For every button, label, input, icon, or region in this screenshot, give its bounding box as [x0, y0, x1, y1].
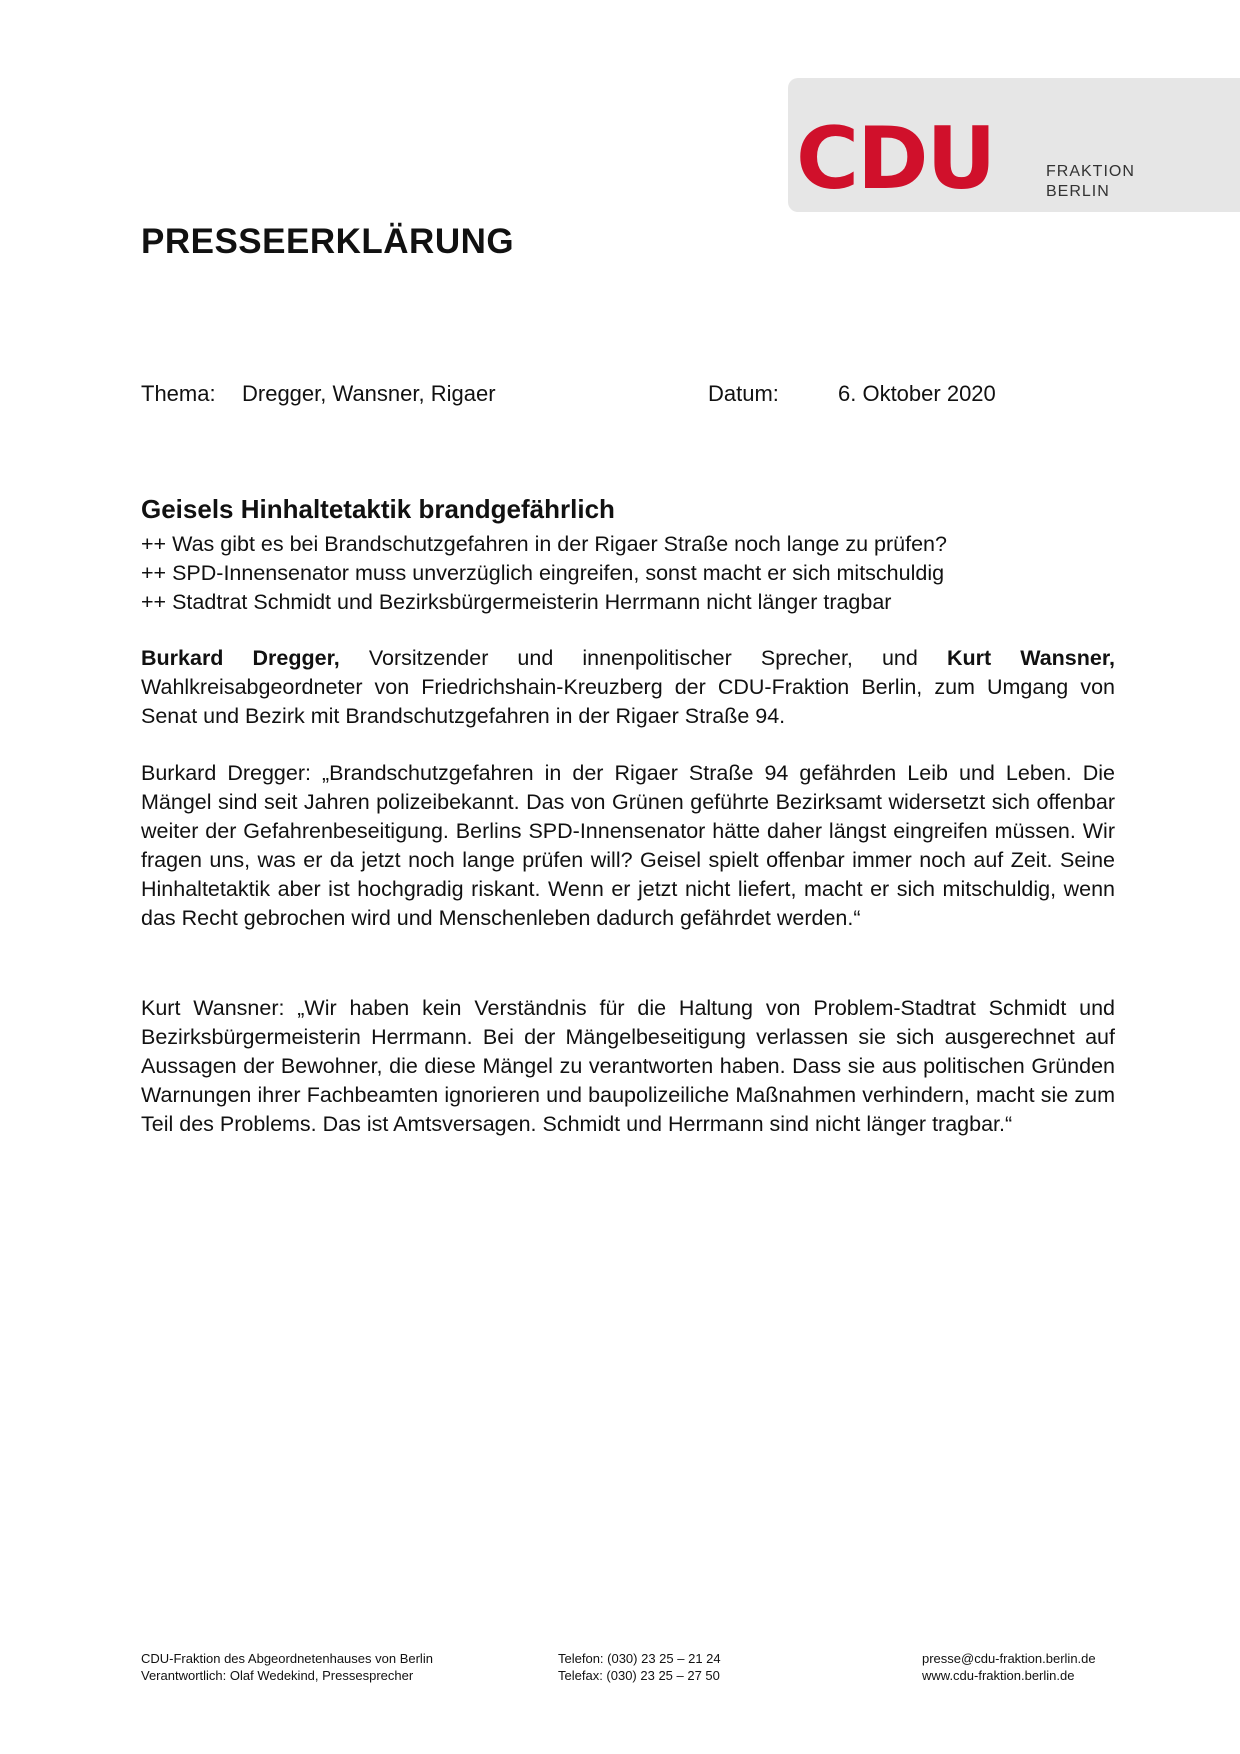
- intro-text-1: Vorsitzender und innenpolitischer Sprecher, und: [339, 646, 947, 670]
- headline: Geisels Hinhaltetaktik brandgefährlich: [141, 494, 615, 524]
- footer-phone: Telefon: (030) 23 25 – 21 24: [558, 1651, 721, 1666]
- footer-contact-block: [922, 1650, 1096, 1684]
- footer-email[interactable]: presse@cdu-fraktion.berlin.de: [922, 1651, 1096, 1666]
- logo-subtitle: [1046, 162, 1135, 202]
- footer-responsible: Verantwortlich: Olaf Wedekind, Pressesprecher: [141, 1668, 414, 1683]
- logo-line-berlin: BERLIN: [1046, 183, 1110, 200]
- bullet-list: [141, 530, 1121, 617]
- cdu-logo: [788, 78, 1240, 212]
- speaker-name-wansner: Kurt Wansner,: [946, 646, 1115, 670]
- footer-website[interactable]: www.cdu-fraktion.berlin.de: [922, 1668, 1075, 1683]
- thema-value: Dregger, Wansner, Rigaer: [242, 381, 496, 406]
- dregger-quote-paragraph: Burkard Dregger: „Brandschutzgefahren in der Rigaer Straße 94 gefährden Leib und Leben. Die Mängel sind seit Jahren polizeibekannt. Das von Grünen geführte Bezirksamt widersetzt sich offenbar weiter der Gefahrenbeseitigung. Berlins SPD-Innensenator hätte daher längst eingreifen müssen. Wir fragen uns, was er da jetzt noch lange prüfen will? Geisel spielt offenbar immer noch auf Zeit. Seine Hinhaltetaktik aber ist hochgradig riskant. Wenn er jetzt nicht liefert, macht er sich mitschuldig, wenn das Recht gebrochen wird und Menschenleben dadurch gefährdet werden.“: [141, 761, 1115, 930]
- bullet-item: ++ Stadtrat Schmidt und Bezirksbürgermeisterin Herrmann nicht länger tragbar: [141, 590, 892, 614]
- logo-line-fraktion: FRAKTION: [1046, 163, 1135, 180]
- thema-label: Thema:: [141, 381, 216, 406]
- footer-org: CDU-Fraktion des Abgeordnetenhauses von Berlin: [141, 1651, 433, 1666]
- footer-fax: Telefax: (030) 23 25 – 27 50: [558, 1668, 720, 1683]
- datum-label: Datum:: [708, 381, 779, 406]
- wansner-quote-paragraph: Kurt Wansner: „Wir haben kein Verständnis für die Haltung von Problem-Stadtrat Schmidt und Bezirksbürgermeisterin Herrmann. Bei der Mängelbeseitigung verlassen sie sich ausgerechnet auf Aussagen der Bewohner, die diese Mängel zu verantworten haben. Dass sie aus politischen Gründen Warnungen ihrer Fachbeamten ignorieren und baupolizeiliche Maßnahmen verhindern, macht sie zum Teil des Problems. Das ist Amtsversagen. Schmidt und Herrmann sind nicht länger tragbar.“: [141, 996, 1115, 1136]
- intro-text-2: Wahlkreisabgeordneter von Friedrichshain-Kreuzberg der CDU-Fraktion Berlin, zum Umgang von Senat und Bezirk mit Brandschutzgefahren in der Rigaer Straße 94.: [141, 675, 1115, 728]
- speaker-name-dregger: Burkard Dregger,: [141, 646, 340, 670]
- footer-organisation: [141, 1650, 433, 1684]
- bullet-item: ++ Was gibt es bei Brandschutzgefahren in der Rigaer Straße noch lange zu prüfen?: [141, 532, 947, 556]
- document-title: PRESSEERKLÄRUNG: [141, 222, 515, 261]
- bullet-item: ++ SPD-Innensenator muss unverzüglich eingreifen, sonst macht er sich mitschuldig: [141, 561, 945, 585]
- footer-phone-block: [558, 1650, 721, 1684]
- datum-value: 6. Oktober 2020: [838, 381, 996, 406]
- intro-paragraph: [141, 644, 1115, 731]
- logo-wordmark: CDU: [796, 109, 995, 209]
